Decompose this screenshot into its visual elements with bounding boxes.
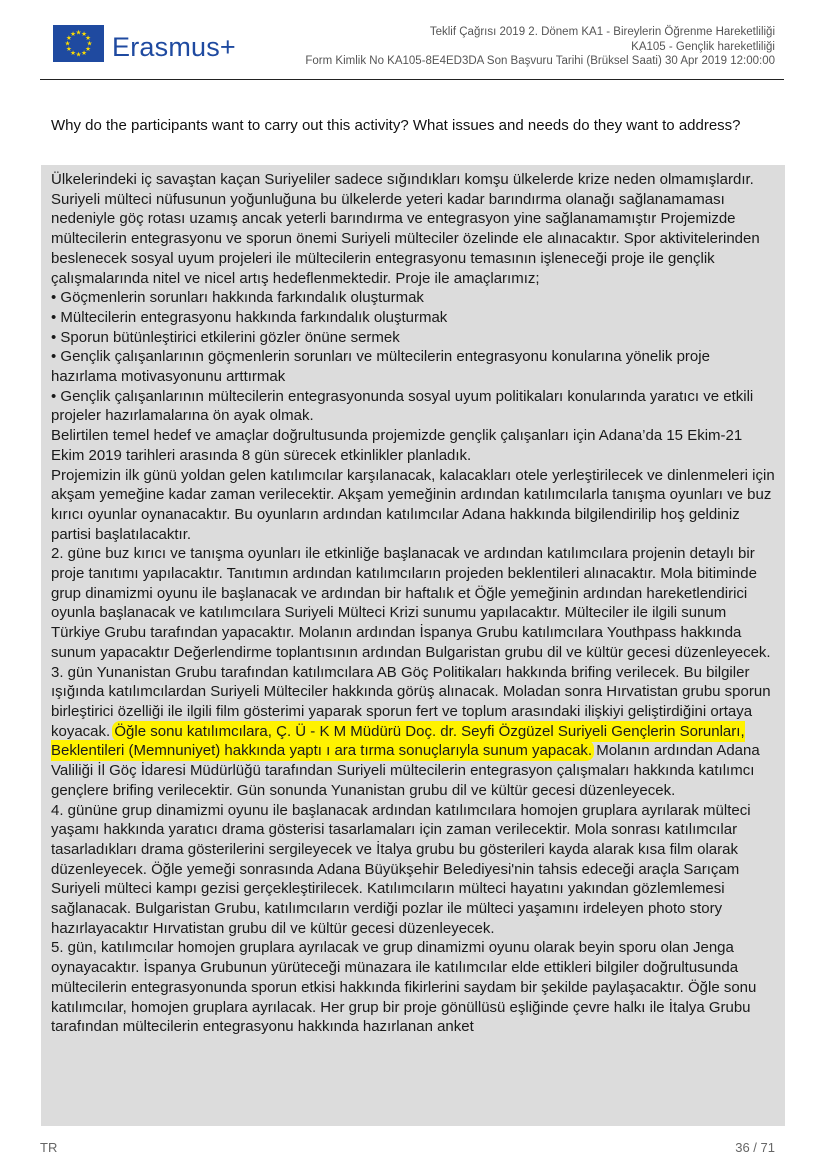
- question-text: Why do the participants want to carry out this activity? What issues and needs do they want to address?: [51, 117, 741, 134]
- eu-star-icon: ★: [85, 45, 91, 54]
- highlighted-text: Öğle sonu katılımcılara, Ç. Ü - K M Müdürü Doç. dr. Seyfi Özgüzel Suriyeli Gençlerin Sorunları, Beklentileri (Memnuniyet) hakkında yaptı ı ara tırma sonuçlarıyla sunum yapacak.: [51, 722, 745, 760]
- list-item: • Mültecilerin entegrasyonu hakkında farkındalık oluşturmak: [51, 308, 448, 326]
- eu-star-icon: ★: [70, 49, 76, 58]
- day1-paragraph: Projemizin ilk günü yoldan gelen katılımcılar karşılanacak, kalacakları otele yerleştirilecek ve dinlenmeleri için akşam yemeğine kadar zaman verilecektir. Akşam yemeğinin ardından katılımcılarla tanışma oyunları ve buz kırıcı oyunlar oynanacaktır. Bu oyunların ardından katılımcılar Adana hakkında bilgilendirilip hoş geldiniz partisi başlatılacaktır.: [51, 466, 775, 543]
- eu-star-icon: ★: [75, 28, 82, 37]
- day3-text-start: 3. gün Yunanistan Grubu tarafından katılımcılara AB Göç Politikaları hakkında brifing verilecek. Bu bilgiler ışığında katılımcılardan Suriyeli Mülteciler hakkında görüş alınacak. Moladan sonra Hırvatistan grubu sporun birleştirici özelliği ile ilgili film gösterimi yaparak sporun fert ve toplum arasındaki ilişkiyi geliştirdiğini ortaya koyacak.: [51, 663, 771, 740]
- eu-star-icon: ★: [86, 39, 93, 48]
- answer-field[interactable]: [41, 165, 785, 1126]
- list-item: • Sporun bütünleştirici etkilerini gözler önüne sermek: [51, 328, 400, 346]
- header-divider: [40, 79, 784, 80]
- answer-text: [51, 170, 779, 1037]
- day5-paragraph: 5. gün, katılımcılar homojen gruplara ayrılacak ve grup dinamizmi oyunu olarak beyin sporu olan Jenga oynayacaktır. İspanya Grubunun yürüteceği münazara ile katılımcılar elde ettikleri bilgiler doğrultusunda mültecilerin entegrasyonunda sporun etkisi hakkında fikirlerini saydam bir şekilde paylaşacaktır. Öğle sonu katılımcılar, homojen gruplara ayrılacak. Her grup bir proje gönüllüsü eşliğinde çevre halkı ile İtalya Grubu tarafından mültecilerin entegrasyonu hakkında hazırlanan anket: [51, 939, 757, 1036]
- page-header: [0, 0, 827, 80]
- eu-flag-icon: [53, 25, 104, 62]
- form-id-deadline: Form Kimlik No KA105-8E4ED3DA Son Başvuru Tarihi (Brüksel Saati) 30 Apr 2019 12:00:00: [305, 55, 775, 67]
- eu-star-icon: ★: [81, 49, 87, 58]
- eu-star-icon: ★: [66, 45, 72, 54]
- erasmus-logo-text: Erasmus+: [112, 32, 236, 62]
- form-info: [305, 25, 775, 69]
- eu-star-icon: ★: [81, 30, 87, 39]
- list-item: • Göçmenlerin sorunları hakkında farkındalık oluşturmak: [51, 289, 424, 307]
- call-title: Teklif Çağrısı 2019 2. Dönem KA1 - Bireylerin Öğrenme Hareketliliği: [429, 26, 775, 38]
- language-code: TR: [40, 1140, 58, 1155]
- list-item: • Gençlik çalışanlarının göçmenlerin sorunları ve mültecilerin entegrasyonu konularına yönelik proje hazırlama motivasyonunu arttırmak: [51, 348, 710, 386]
- action-type: KA105 - Gençlik hareketliliği: [631, 40, 775, 53]
- eu-star-icon: ★: [64, 39, 71, 48]
- eu-star-icon: ★: [85, 34, 91, 43]
- answer-intro: Ülkelerindeki iç savaştan kaçan Suriyeliler sadece sığındıkları komşu ülkelerde krize neden olmamışlardır. Suriyeli mülteci nüfusunun yoğunluğuna bu ülkelerde yeteri kadar barındırma olanağı sağlanamaması nedeniyle göç rotası uzamış ancak yeterli barındırma ve entegrasyon yine sağlanamamıştır Projemizde mültecilerin entegrasyonu ve sporun önemi Suriyeli mülteciler özelinde ele alınacaktır. Spor aktivitelerinden beslenecek sosyal uyum projeleri ile mültecilerin entegrasyonu temasının işleneceği proje ile gençlik çalışmalarında nitel ve nicel artış hedeflenmektedir. Proje ile amaçlarımız;: [51, 171, 760, 287]
- eu-star-icon: ★: [75, 50, 82, 59]
- list-item: • Gençlik çalışanlarının mültecilerin entegrasyonunda sosyal uyum politikaları konularında yaratıcı ve etkili projeler hazırlamalarına ön ayak olmak.: [51, 387, 754, 425]
- page-number: 36 / 71: [735, 1140, 775, 1155]
- day3-text-end: Molanın ardından Adana Valiliği İl Göç İdaresi Müdürlüğü tarafından Suriyeli mültecilerin entegrasyon çalışmaları hakkında katılımcı gençlere brifing verilecektir. Gün sonunda Yunanistan grubu dil ve kültür gecesi düzenleyecek.: [51, 742, 760, 799]
- day3-paragraph: [51, 663, 779, 801]
- eu-star-icon: ★: [66, 34, 72, 43]
- dates-paragraph: Belirtilen temel hedef ve amaçlar doğrultusunda projemizde gençlik çalışanları için Adana’da 15 Ekim-21 Ekim 2019 tarihleri arasında 8 gün sürecek etkinlikler planladık.: [51, 427, 743, 464]
- eu-star-icon: ★: [70, 30, 76, 39]
- day2-paragraph: 2. güne buz kırıcı ve tanışma oyunları ile etkinliğe başlanacak ve ardından katılımcılara projenin detaylı bir proje tanıtımı yapılacaktır. Tanıtımın ardından katılımcıların projeden beklentileri alınacaktır. Mola bitiminde grup dinamizmi oyunu ile başlanacak ve ardından bir haftalık et Öğle yemeğinin ardından hareketlendirici oyunla başlanacak ve katılımcılara Suriyeli Mülteci Krizi sunumu yapılacaktır. Mülteciler ile ilgili sunum Türkiye Grubu tarafından yapacaktır. Molanın ardından İspanya Grubu katılımcılara Youthpass hakkında sunum yapacaktır Değerlendirme toplantısının ardından Bulgaristan grubu dil ve kültür gecesi düzenleyecek.: [51, 545, 771, 661]
- day4-paragraph: 4. gününe grup dinamizmi oyunu ile başlanacak ardından katılımcılara homojen gruplara ayrılarak mülteci yaşamı hakkında yaratıcı drama gösterisi tasarlamaları için zaman verilecektir. Mola sonrası katılımcılar tasarladıkları drama gösterilerini sergileyecek ve İtalya grubu bu gösterileri kayda alarak kısa film olarak düzenleyecek. Öğle yemeği sonrasında Adana Büyükşehir Belediyesi'nin tahsis edeceği araçla Sarıçam Suriyeli mülteci kampı gezisi gerçekleştirilecek. Katılımcıların mülteci hayatını yakından gözlemlemesi sağlanacak. Bulgaristan Grubu, katılımcıların verdiği pozlar ile mülteci yaşamını irdeleyen photo story hazırlayacaktır Hırvatistan grubu dil ve kültür gecesi düzenleyecek.: [51, 801, 751, 937]
